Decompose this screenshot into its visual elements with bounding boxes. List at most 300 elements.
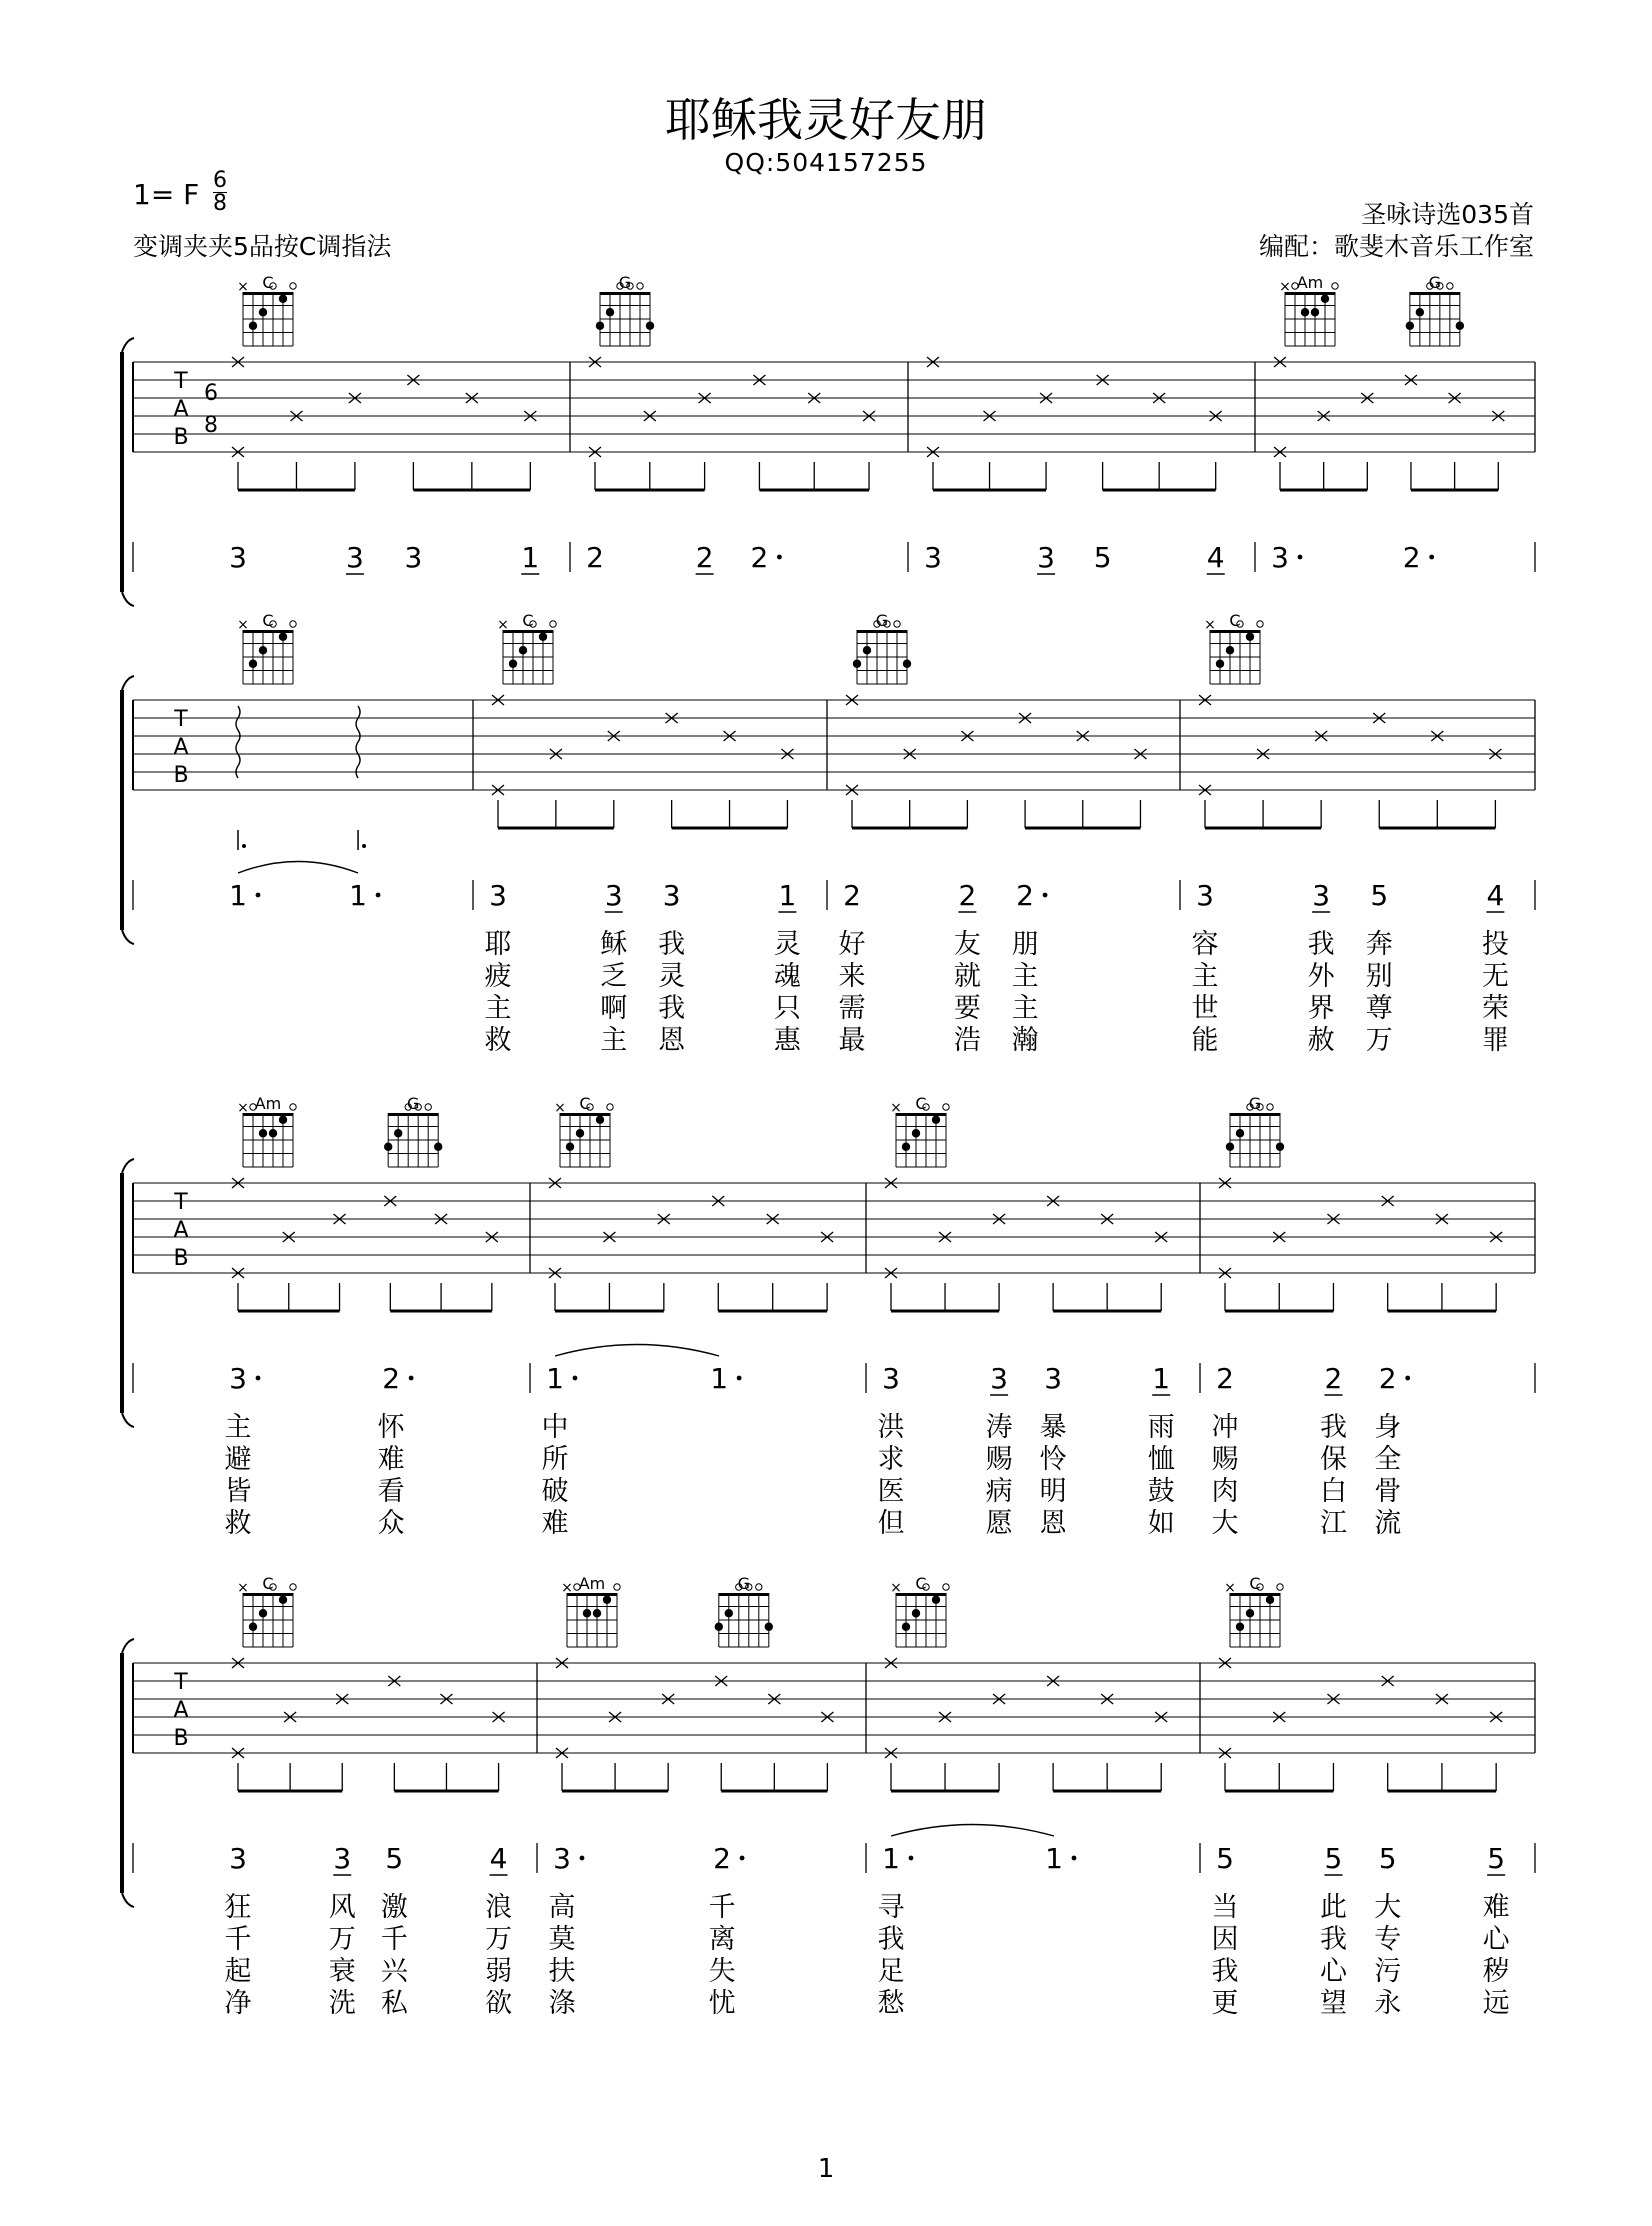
- lyric-char: 私: [380, 1988, 408, 2019]
- jianpu-note: 2: [695, 541, 714, 574]
- lyric-char: 耶: [484, 929, 512, 960]
- tie-arc: [891, 1825, 1054, 1837]
- dot-mark: [1405, 1376, 1410, 1381]
- chord-open-mark: [290, 283, 296, 289]
- chord-finger-dot: [509, 660, 517, 668]
- tab-clef-letter: T: [174, 707, 188, 732]
- jianpu-note: 3: [229, 1842, 247, 1875]
- lyric-char: 荣: [1481, 993, 1509, 1024]
- chord-diagram-am: [237, 1094, 296, 1167]
- chord-diagram-g: [596, 273, 654, 346]
- chord-nut: [560, 1113, 610, 1116]
- dot-mark: [909, 1856, 914, 1861]
- chord-name: C: [915, 1094, 927, 1113]
- chord-diagram-g: [853, 611, 911, 684]
- chord-name: Am: [1296, 273, 1324, 292]
- lyric-char: 我: [1319, 1412, 1347, 1443]
- tab-clef-letter: B: [173, 1246, 189, 1271]
- system-bracket-cap: [122, 676, 134, 690]
- lyric-char: 污: [1374, 1956, 1402, 1987]
- hymn-source: 圣咏诗选035首: [1361, 200, 1534, 229]
- lyric-char: 雨: [1147, 1412, 1175, 1443]
- lyric-char: 衰: [328, 1956, 356, 1987]
- chord-name: C: [522, 611, 534, 630]
- system-bracket-cap: [122, 592, 134, 606]
- chord-diagram-g: [1226, 1094, 1284, 1167]
- lyric-char: 医: [877, 1476, 905, 1507]
- tab-clef-letter: A: [173, 397, 189, 422]
- tie-arc: [555, 1345, 719, 1357]
- chord-open-mark: [290, 1104, 296, 1110]
- lyric-char: 欲: [485, 1988, 513, 2019]
- chord-finger-dot: [1236, 1623, 1244, 1631]
- lyric-char: 灵: [773, 929, 801, 960]
- lyric-char: 难: [1482, 1892, 1510, 1923]
- lyric-char: 更: [1211, 1988, 1239, 2019]
- lyric-char: 浪: [485, 1892, 513, 1923]
- chord-nut: [388, 1113, 438, 1116]
- jianpu-note: 3: [1037, 541, 1055, 574]
- lyric-char: 灵: [658, 961, 686, 992]
- lyric-char: 寻: [877, 1892, 905, 1923]
- chord-finger-dot: [384, 1143, 392, 1151]
- chord-mute-mark: ×: [1279, 279, 1291, 295]
- chord-finger-dot: [1226, 646, 1234, 654]
- chord-name: G: [618, 273, 632, 292]
- chord-finger-dot: [1311, 308, 1319, 316]
- dot-mark: [362, 844, 366, 848]
- lyric-char: 惠: [773, 1025, 801, 1056]
- chord-mute-mark: ×: [1204, 617, 1216, 633]
- chord-open-mark: [1447, 283, 1453, 289]
- arpeggio-roll: [356, 706, 360, 778]
- chord-diagram-g: [384, 1094, 442, 1167]
- jianpu-note: 3: [404, 541, 423, 574]
- lyric-char: 就: [953, 961, 981, 992]
- chord-nut: [896, 1113, 946, 1116]
- lyric-char: 我: [658, 929, 686, 960]
- chord-finger-dot: [259, 1609, 267, 1617]
- chord-nut: [896, 1593, 946, 1596]
- chord-diagram-c: [497, 611, 556, 684]
- lyric-char: 骨: [1374, 1476, 1402, 1507]
- lyric-char: 愁: [877, 1988, 905, 2019]
- tab-clef-letter: T: [174, 369, 188, 394]
- chord-diagram-c: [890, 1094, 949, 1167]
- jianpu-note: 5: [1093, 541, 1112, 574]
- lyric-char: 白: [1319, 1476, 1347, 1507]
- chord-name: G: [406, 1094, 420, 1113]
- chord-finger-dot: [932, 1596, 940, 1604]
- lyric-char: 当: [1211, 1892, 1239, 1923]
- lyric-char: 避: [224, 1444, 252, 1475]
- chord-finger-dot: [1301, 308, 1309, 316]
- chord-diagram-c: [554, 1094, 613, 1167]
- lyric-char: 只: [773, 993, 801, 1024]
- chord-name: C: [915, 1574, 927, 1593]
- lyric-char: 奔: [1365, 929, 1393, 960]
- chord-diagram-am: [561, 1574, 620, 1647]
- chord-finger-dot: [1416, 308, 1424, 316]
- lyric-char: 洪: [877, 1412, 905, 1443]
- chord-open-mark: [290, 1584, 296, 1590]
- lyric-char: 友: [953, 929, 981, 960]
- system-bracket-cap: [122, 1893, 134, 1907]
- jianpu-note: 1: [1152, 1362, 1171, 1395]
- lyric-char: 千: [380, 1924, 408, 1955]
- chord-nut: [1410, 292, 1460, 295]
- lyric-char: 暴: [1039, 1412, 1067, 1443]
- chord-finger-dot: [596, 1116, 604, 1124]
- chord-mute-mark: ×: [890, 1580, 902, 1596]
- lyric-char: 浩: [953, 1025, 981, 1056]
- dot-mark: [737, 1376, 742, 1381]
- chord-finger-dot: [259, 308, 267, 316]
- lyric-char: 弱: [485, 1956, 513, 1987]
- chord-finger-dot: [1216, 660, 1224, 668]
- chord-open-mark: [1257, 621, 1263, 627]
- lyric-char: 瀚: [1011, 1025, 1039, 1056]
- jianpu-note: 1: [778, 879, 797, 912]
- chord-finger-dot: [912, 1129, 920, 1137]
- chord-finger-dot: [903, 660, 911, 668]
- lyric-char: 魂: [773, 961, 801, 992]
- chord-mute-mark: ×: [237, 617, 249, 633]
- lyric-char: 无: [1481, 961, 1509, 992]
- chord-finger-dot: [566, 1143, 574, 1151]
- chord-nut: [600, 292, 650, 295]
- chord-open-mark: [550, 621, 556, 627]
- chord-finger-dot: [394, 1129, 402, 1137]
- chord-open-mark: [1267, 1104, 1273, 1110]
- chord-finger-dot: [1246, 1609, 1254, 1617]
- dot-mark: [1298, 555, 1303, 560]
- chord-open-mark: [894, 621, 900, 627]
- lyric-char: 失: [708, 1956, 736, 1987]
- chord-mute-mark: ×: [237, 1580, 249, 1596]
- jianpu-note: 3: [346, 541, 364, 574]
- chord-name: C: [262, 611, 274, 630]
- dot-mark: [376, 893, 381, 898]
- lyric-char: 永: [1374, 1988, 1402, 2019]
- lyric-char: 最: [838, 1025, 866, 1056]
- jianpu-note: 4: [489, 1842, 508, 1875]
- jianpu-note: 3: [924, 541, 942, 574]
- tab-clef-letter: B: [173, 1726, 189, 1751]
- lyric-char: 万: [1365, 1025, 1393, 1056]
- chord-nut: [1230, 1593, 1280, 1596]
- chord-finger-dot: [279, 633, 287, 641]
- chord-mute-mark: ×: [497, 617, 509, 633]
- lyric-char: 稣: [600, 929, 628, 960]
- jianpu-note: 3: [229, 1362, 247, 1395]
- lyric-char: 大: [1374, 1892, 1402, 1923]
- lyric-char: 足: [877, 1956, 905, 1987]
- lyric-char: 要: [953, 993, 981, 1024]
- chord-finger-dot: [249, 322, 257, 330]
- system-bracket-cap: [122, 1159, 134, 1173]
- lyric-char: 我: [1319, 1924, 1347, 1955]
- lyric-char: 外: [1307, 961, 1335, 992]
- lyric-char: 赐: [1211, 1444, 1239, 1475]
- jianpu-note: 1: [546, 1362, 564, 1395]
- lyric-char: 众: [377, 1508, 405, 1539]
- lyric-char: 看: [377, 1476, 405, 1507]
- lyric-char: 疲: [484, 961, 512, 992]
- lyric-char: 啊: [600, 993, 628, 1024]
- lyric-char: 肉: [1211, 1476, 1239, 1507]
- chord-nut: [503, 630, 553, 633]
- chord-finger-dot: [863, 646, 871, 654]
- jianpu-note: 3: [604, 879, 623, 912]
- lyric-char: 远: [1482, 1988, 1510, 2019]
- lyric-char: 起: [224, 1956, 252, 1987]
- lyric-char: 世: [1191, 993, 1219, 1024]
- chord-finger-dot: [596, 322, 604, 330]
- chord-open-mark: [425, 1104, 431, 1110]
- system-bracket-cap: [122, 338, 134, 352]
- chord-open-mark: [1277, 1584, 1283, 1590]
- lyric-char: 如: [1147, 1508, 1175, 1539]
- lyric-char: 千: [708, 1892, 736, 1923]
- jianpu-note: 3: [1196, 879, 1214, 912]
- dot-mark: [1043, 893, 1048, 898]
- lyric-char: 专: [1374, 1924, 1402, 1955]
- lyric-char: 心: [1319, 1956, 1347, 1987]
- lyric-char: 容: [1191, 929, 1219, 960]
- chord-open-mark: [943, 1584, 949, 1590]
- chord-nut: [857, 630, 907, 633]
- jianpu-note: 2: [958, 879, 977, 912]
- chord-name: G: [875, 611, 889, 630]
- lyric-char: 求: [877, 1444, 905, 1475]
- chord-name: G: [737, 1574, 751, 1593]
- chord-finger-dot: [279, 295, 287, 303]
- tab-time-bottom: 8: [204, 413, 218, 438]
- chord-name: C: [1249, 1574, 1261, 1593]
- jianpu-note: 1: [710, 1362, 729, 1395]
- lyric-char: 狂: [224, 1892, 252, 1923]
- jianpu-note: 4: [1206, 541, 1225, 574]
- dot-mark: [256, 1376, 261, 1381]
- qq-contact: QQ:504157255: [724, 148, 928, 177]
- lyric-char: 主: [484, 993, 512, 1024]
- lyric-char: 主: [600, 1025, 628, 1056]
- lyric-char: 因: [1211, 1924, 1239, 1955]
- chord-mute-mark: ×: [554, 1100, 566, 1116]
- dot-mark: [580, 1856, 585, 1861]
- lyric-char: 尊: [1365, 993, 1393, 1024]
- lyric-char: 病: [985, 1476, 1013, 1507]
- chord-name: C: [262, 273, 274, 292]
- tab-clef-letter: B: [173, 763, 189, 788]
- tab-clef-letter: T: [174, 1190, 188, 1215]
- tab-clef-letter: B: [173, 425, 189, 450]
- dot-mark: [409, 1376, 414, 1381]
- lyric-char: 兴: [380, 1956, 408, 1987]
- song-title: 耶稣我灵好友朋: [665, 93, 987, 147]
- dot-mark: [242, 844, 246, 848]
- lyric-char: 我: [877, 1924, 905, 1955]
- lyric-char: 皆: [224, 1476, 252, 1507]
- tab-clef-letter: T: [174, 1670, 188, 1695]
- lyric-char: 我: [658, 993, 686, 1024]
- lyric-char: 救: [484, 1025, 512, 1056]
- jianpu-note: 1: [229, 879, 247, 912]
- chord-finger-dot: [606, 308, 614, 316]
- jianpu-note: 3: [489, 879, 507, 912]
- tab-clef-letter: A: [173, 1698, 189, 1723]
- chord-finger-dot: [583, 1609, 591, 1617]
- jianpu-note: 3: [662, 879, 681, 912]
- chord-diagram-am: [1279, 273, 1338, 346]
- chord-nut: [243, 1593, 293, 1596]
- jianpu-note: 2: [382, 1362, 401, 1395]
- lyric-char: 罪: [1481, 1025, 1509, 1056]
- lyric-char: 莫: [548, 1924, 576, 1955]
- jianpu-note: 1: [349, 879, 367, 912]
- jianpu-note: 3: [229, 541, 247, 574]
- time-signature-top: 6: [213, 168, 227, 193]
- lyric-char: 乏: [600, 961, 628, 992]
- arranger: 编配：歌斐木音乐工作室: [1258, 232, 1534, 261]
- tab-clef-letter: A: [173, 735, 189, 760]
- chord-nut: [719, 1593, 769, 1596]
- jianpu-note: 2: [1402, 541, 1421, 574]
- jianpu-note: 2: [843, 879, 861, 912]
- chord-finger-dot: [259, 646, 267, 654]
- chord-finger-dot: [1406, 322, 1414, 330]
- jianpu-note: 2: [1324, 1362, 1343, 1395]
- chord-mute-mark: ×: [561, 1580, 573, 1596]
- system-bracket-cap: [122, 1413, 134, 1427]
- lyric-char: 救: [224, 1508, 252, 1539]
- chord-open-mark: [637, 283, 643, 289]
- chord-finger-dot: [269, 1129, 277, 1137]
- dot-mark: [573, 1376, 578, 1381]
- jianpu-note: 5: [385, 1842, 404, 1875]
- lyric-char: 怀: [377, 1412, 405, 1443]
- chord-finger-dot: [249, 660, 257, 668]
- arpeggio-roll: [236, 706, 240, 778]
- chord-diagram-c: [237, 611, 296, 684]
- chord-open-mark: [756, 1584, 762, 1590]
- lyric-char: 秽: [1482, 1956, 1510, 1987]
- chord-nut: [243, 292, 293, 295]
- jianpu-note: 5: [1487, 1842, 1506, 1875]
- chord-mute-mark: ×: [237, 1100, 249, 1116]
- dot-mark: [1072, 1856, 1077, 1861]
- lyric-char: 主: [1011, 961, 1039, 992]
- chord-open-mark: [943, 1104, 949, 1110]
- chord-finger-dot: [932, 1116, 940, 1124]
- chord-finger-dot: [593, 1609, 601, 1617]
- lyric-char: 高: [548, 1892, 576, 1923]
- chord-mute-mark: ×: [237, 279, 249, 295]
- lyric-char: 主: [1011, 993, 1039, 1024]
- chord-finger-dot: [715, 1623, 723, 1631]
- jianpu-note: 3: [1044, 1362, 1063, 1395]
- lyric-char: 涤: [548, 1988, 576, 2019]
- lyric-char: 恩: [1039, 1508, 1067, 1539]
- lyric-char: 我: [1211, 1956, 1239, 1987]
- chord-open-mark: [614, 1584, 620, 1590]
- chord-finger-dot: [1266, 1596, 1274, 1604]
- chord-nut: [567, 1593, 617, 1596]
- lyric-char: 难: [541, 1508, 569, 1539]
- lyric-char: 但: [877, 1508, 905, 1539]
- lyric-char: 我: [1307, 929, 1335, 960]
- chord-finger-dot: [1276, 1143, 1284, 1151]
- lyric-char: 主: [1191, 961, 1219, 992]
- lyric-char: 流: [1374, 1508, 1402, 1539]
- chord-finger-dot: [1246, 633, 1254, 641]
- time-signature-bottom: 8: [213, 191, 227, 216]
- chord-finger-dot: [603, 1596, 611, 1604]
- jianpu-note: 3: [990, 1362, 1008, 1395]
- system-bracket-cap: [122, 930, 134, 944]
- capo-instruction: 变调夹夹5品按C调指法: [133, 232, 392, 261]
- lyric-char: 此: [1319, 1892, 1347, 1923]
- chord-finger-dot: [765, 1623, 773, 1631]
- lyric-char: 望: [1319, 1988, 1347, 2019]
- jianpu-note: 2: [750, 541, 769, 574]
- tab-time-top: 6: [204, 381, 218, 406]
- chord-finger-dot: [249, 1623, 257, 1631]
- chord-name: G: [1428, 273, 1442, 292]
- lyric-char: 需: [838, 993, 866, 1024]
- jianpu-note: 3: [333, 1842, 352, 1875]
- lyric-char: 破: [541, 1476, 569, 1507]
- chord-name: C: [262, 1574, 274, 1593]
- jianpu-note: 5: [1378, 1842, 1397, 1875]
- chord-diagram-c: [1204, 611, 1263, 684]
- chord-nut: [243, 630, 293, 633]
- chord-open-mark: [607, 1104, 613, 1110]
- jianpu-note: 5: [1216, 1842, 1234, 1875]
- chord-name: Am: [578, 1574, 606, 1593]
- chord-name: C: [579, 1094, 591, 1113]
- lyric-char: 身: [1374, 1412, 1402, 1443]
- lyric-char: 界: [1307, 993, 1335, 1024]
- lyric-char: 好: [838, 929, 866, 960]
- lyric-char: 大: [1211, 1508, 1239, 1539]
- chord-mute-mark: ×: [890, 1100, 902, 1116]
- key-signature: 1= F: [133, 178, 200, 211]
- jianpu-note: 2: [1216, 1362, 1234, 1395]
- lyric-char: 涛: [985, 1412, 1013, 1443]
- jianpu-note: 2: [1016, 879, 1034, 912]
- jianpu-note: 2: [586, 541, 604, 574]
- chord-finger-dot: [725, 1609, 733, 1617]
- lyric-char: 忧: [708, 1988, 736, 2019]
- chord-finger-dot: [1321, 295, 1329, 303]
- lyric-char: 全: [1374, 1444, 1402, 1475]
- lyric-char: 风: [328, 1892, 356, 1923]
- chord-finger-dot: [1236, 1129, 1244, 1137]
- lyric-char: 恤: [1147, 1444, 1175, 1475]
- lyric-char: 来: [838, 961, 866, 992]
- lyric-char: 明: [1039, 1476, 1067, 1507]
- chord-open-mark: [1332, 283, 1338, 289]
- lyric-char: 朋: [1011, 929, 1039, 960]
- tie-arc: [238, 862, 358, 874]
- jianpu-note: 1: [521, 541, 540, 574]
- lyric-char: 离: [708, 1924, 736, 1955]
- lyric-char: 扶: [548, 1956, 576, 1987]
- chord-finger-dot: [902, 1143, 910, 1151]
- lyric-char: 别: [1365, 961, 1393, 992]
